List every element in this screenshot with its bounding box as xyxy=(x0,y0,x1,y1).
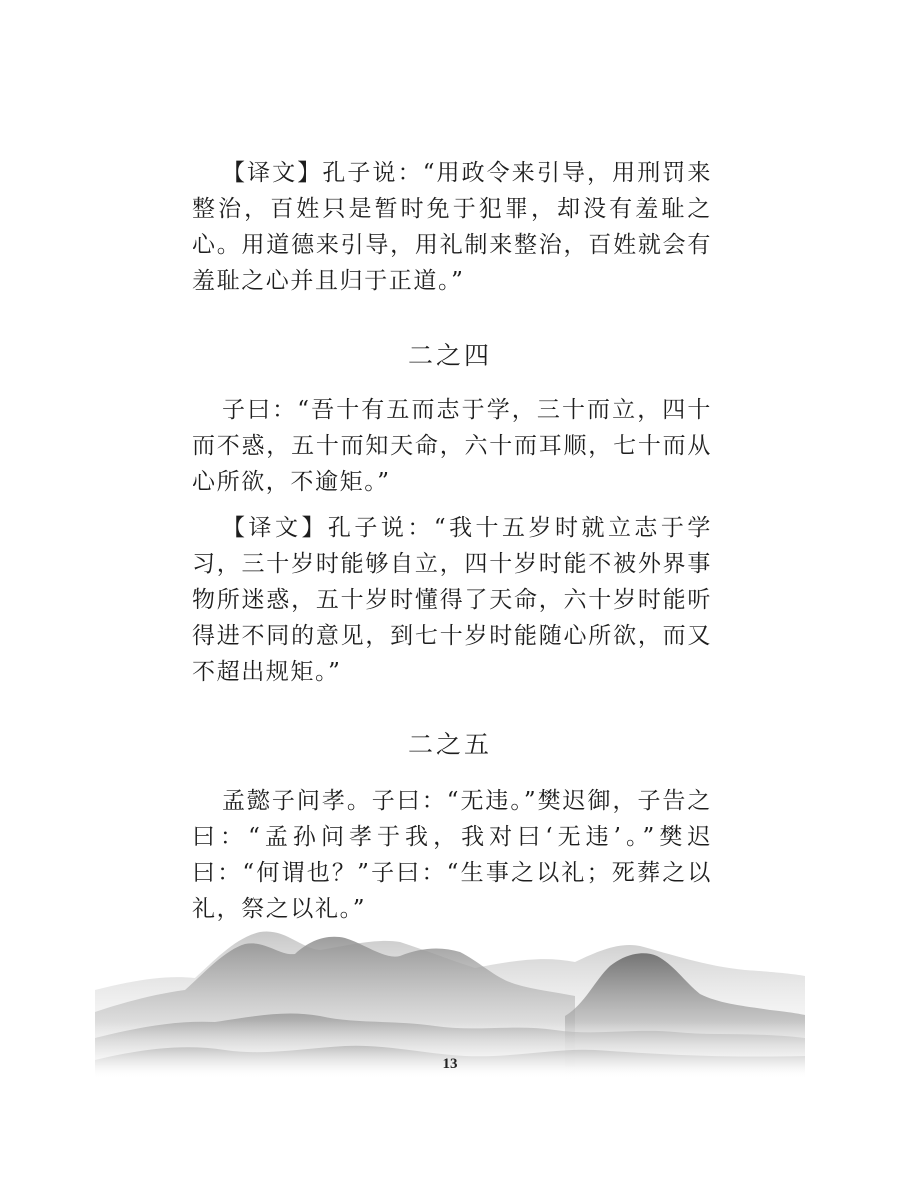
original-text-paragraph-2-5: 孟懿子问孝。子曰：“无违。”樊迟御，子告之曰：“孟孙问孝于我，我对曰‘无违’。”樊迟曰：“何谓也？”子曰：“生事之以礼；死葬之以礼，祭之以礼。” xyxy=(192,788,712,922)
page-number: 13 xyxy=(442,1056,458,1072)
section-heading-2-4: 二之四 xyxy=(407,341,492,370)
translation-paragraph-2-4: 【译文】孔子说：“我十五岁时就立志于学习，三十岁时能够自立，四十岁时能不被外界事物所迷惑，五十岁时懂得了天命，六十岁时能听得进不同的意见，到七十岁时能随心所欲，而又不超出规矩。” xyxy=(192,515,712,685)
translation-paragraph-2-3: 【译文】孔子说：“用政令来引导，用刑罚来整治，百姓只是暂时免于犯罪，却没有羞耻之心。用道德来引导，用礼制来整治，百姓就会有羞耻之心并且归于正道。” xyxy=(192,160,712,294)
section-heading-2-5: 二之五 xyxy=(407,730,492,759)
original-text-paragraph-2-4: 子曰：“吾十有五而志于学，三十而立，四十而不惑，五十而知天命，六十而耳顺，七十而从心所欲，不逾矩。” xyxy=(192,397,712,495)
